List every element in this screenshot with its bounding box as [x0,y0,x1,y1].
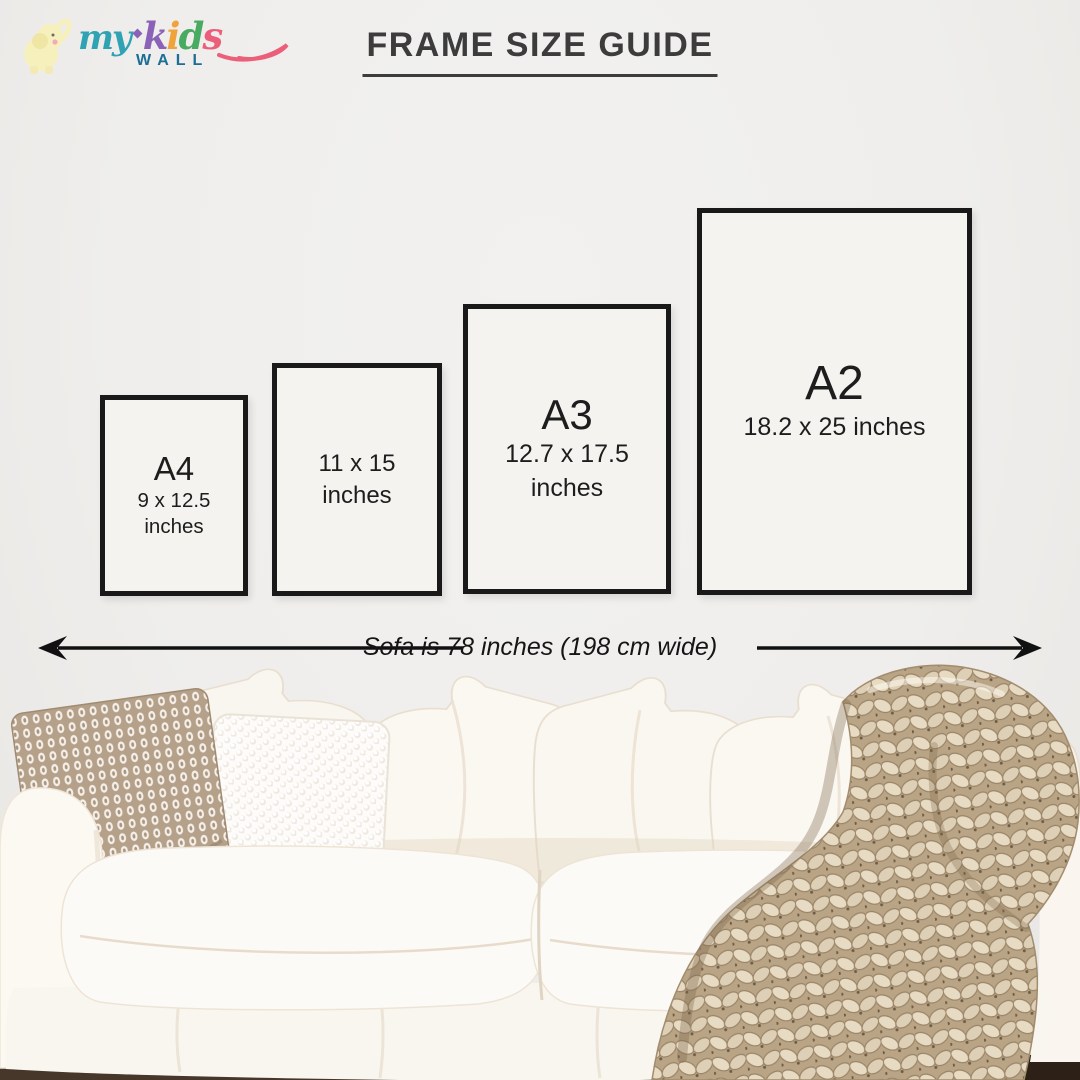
frame-a4-size-line: 9 x 12.5 [137,489,211,513]
frame-a3-size-line: 12.7 x 17.5 inches [505,440,629,503]
frame-a3 [463,304,671,594]
logo-sparkle-icon [132,29,142,39]
frame-a4-label: A4 [153,450,195,488]
frame-a3-label: A3 [541,391,593,439]
frame-a4 [100,395,248,596]
page-title: FRAME SIZE GUIDE [362,26,717,77]
frame-11x15-size-line: 11 x 15 [318,450,396,478]
frame-a2-size-line: 18.2 x 25 inches [743,413,926,442]
elephant-icon [20,14,76,78]
frame-11x15 [272,363,442,596]
logo-wordmark [78,14,295,70]
logo-word-my: my [78,18,130,58]
frame-a2 [697,208,972,595]
brand-logo [20,14,295,78]
logo-word-kids: kids [142,14,222,58]
logo-word-wall: WALL [136,52,210,69]
sofa-photo [0,660,1080,1080]
frame-a2-label: A2 [805,356,864,410]
frame-a4-size-line: inches [144,515,204,539]
frame-11x15-size-line: inches [322,481,392,509]
sofa-width-label: Sofa is 78 inches (198 cm wide) [362,633,718,661]
logo-swoosh-icon [217,37,291,63]
